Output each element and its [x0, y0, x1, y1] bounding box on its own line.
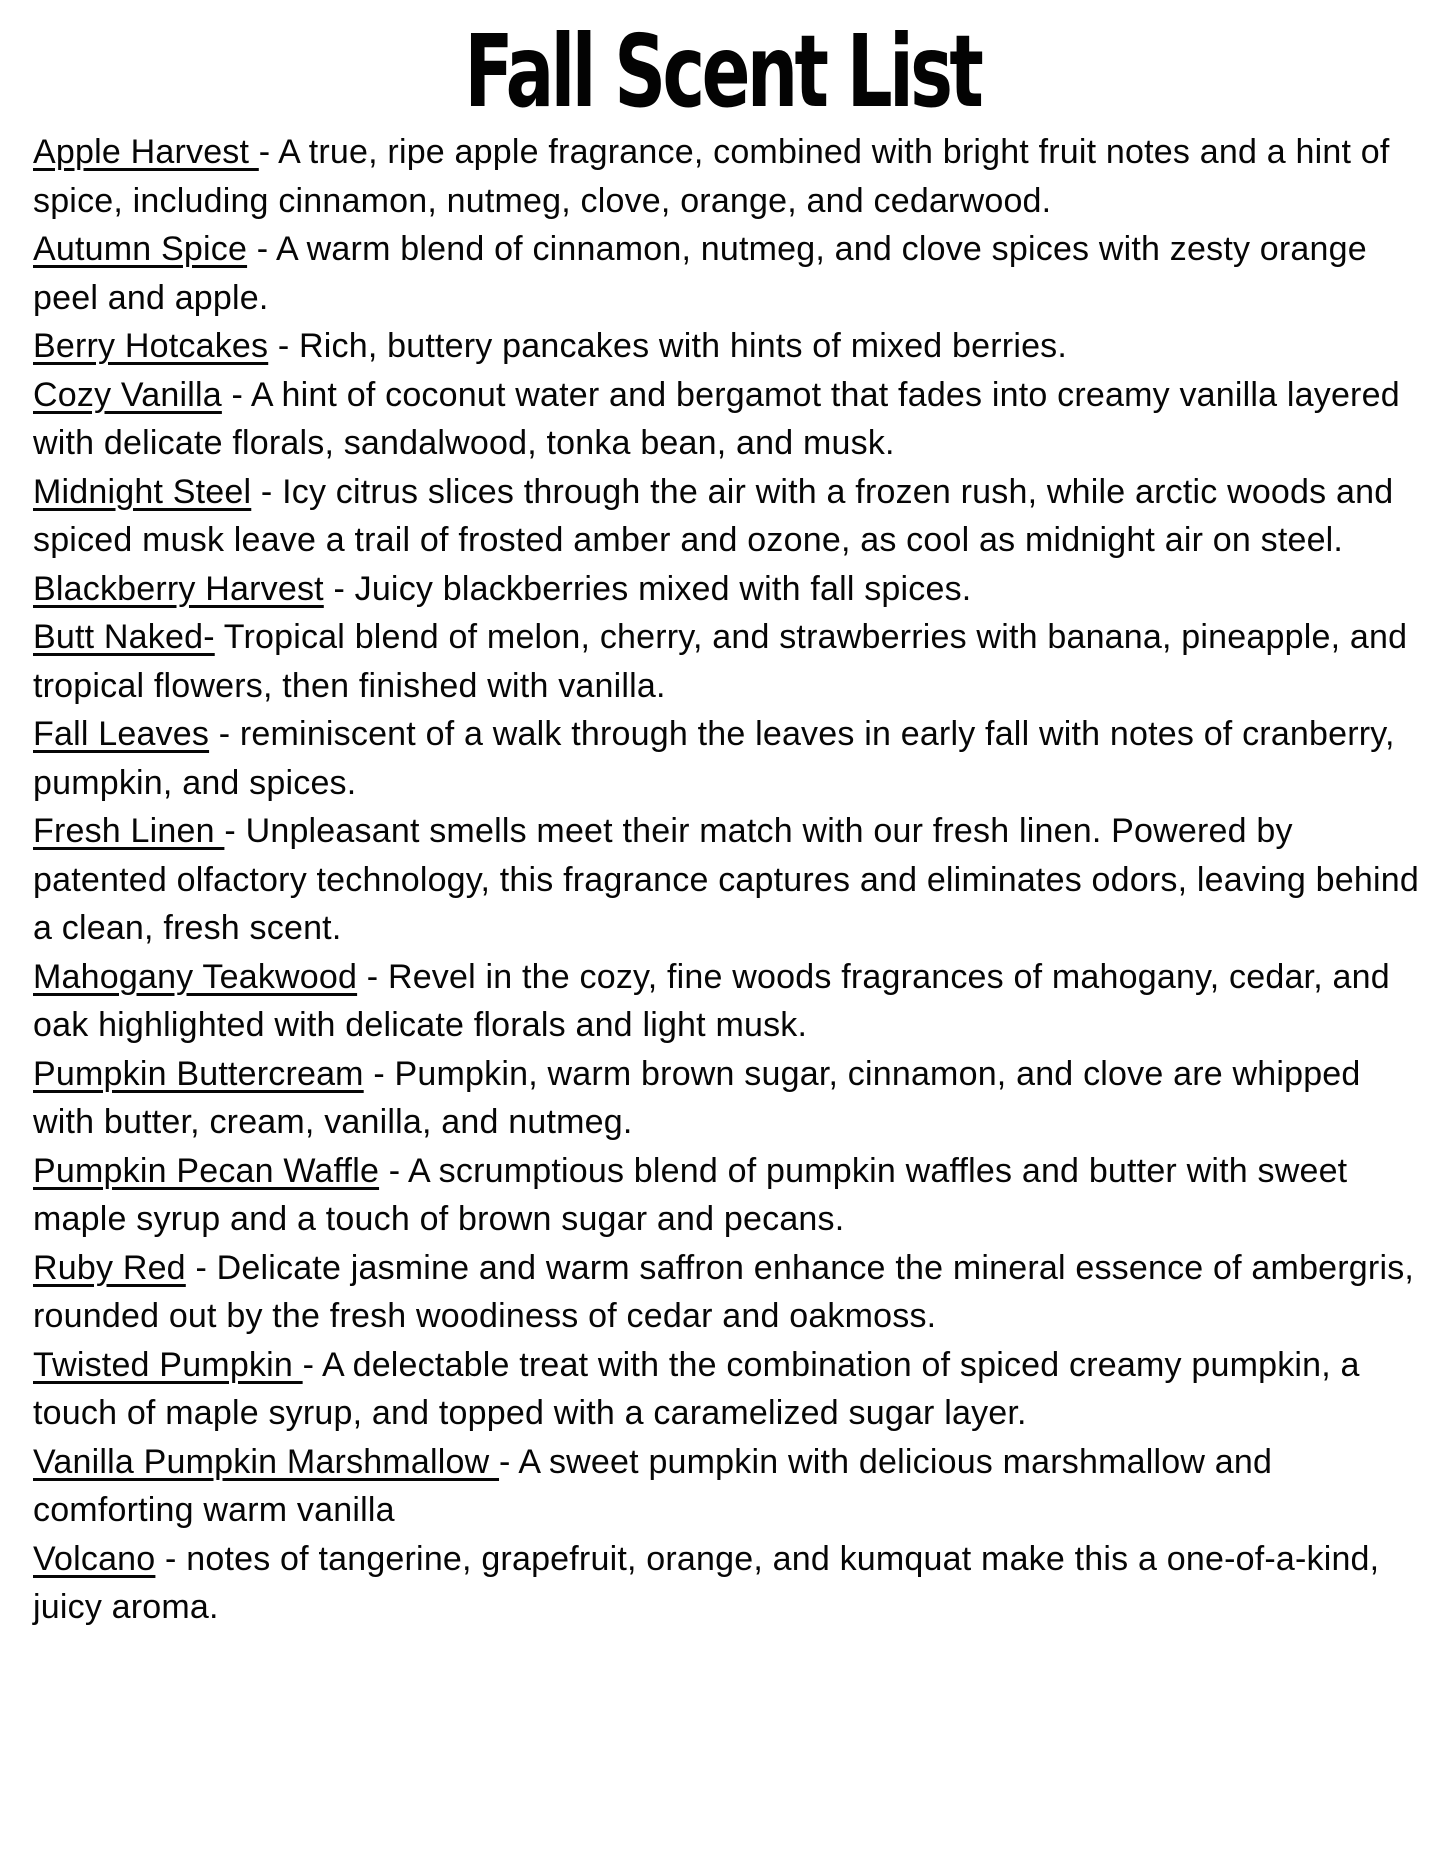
scent-name: Vanilla Pumpkin Marshmallow	[33, 1442, 500, 1481]
scent-description: A hint of coconut water and bergamot that fades into creamy vanilla layered with delicate florals, sandalwood, tonka bean, and musk.	[33, 375, 1400, 462]
page-title-text: Fall Scent List	[464, 13, 981, 130]
scent-description: A scrumptious blend of pumpkin waffles and butter with sweet maple syrup and a touch of brown sugar and pecans.	[33, 1151, 1348, 1238]
scent-separator: -	[499, 1442, 519, 1481]
scent-description: Juicy blackberries mixed with fall spices.	[354, 569, 972, 608]
scent-description: reminiscent of a walk through the leaves in early fall with notes of cranberry, pumpkin, and spices.	[33, 715, 1395, 802]
scent-name: Mahogany Teakwood	[33, 957, 358, 996]
scent-entry-ruby-red	[33, 1244, 1419, 1341]
scent-separator: -	[379, 1151, 409, 1190]
scent-separator: -	[247, 230, 277, 268]
scent-name: Berry Hotcakes	[33, 327, 269, 365]
scent-description: Revel in the cozy, fine woods fragrances of mahogany, cedar, and oak highlighted with delicate florals and light musk.	[33, 957, 1390, 1044]
scent-name: Ruby Red	[33, 1248, 186, 1287]
scent-name: Fall Leaves	[33, 715, 210, 753]
scent-entry-pumpkin-buttercream	[33, 1050, 1419, 1147]
scent-entry-berry-hotcakes	[33, 322, 1419, 371]
scent-name: Pumpkin Pecan Waffle	[33, 1151, 380, 1190]
scent-separator: -	[224, 812, 246, 850]
scent-name: Butt Naked-	[33, 618, 215, 656]
scent-separator: -	[251, 472, 283, 511]
scent-description: Delicate jasmine and warm saffron enhance the mineral essence of ambergris, rounded out by the fresh woodiness of cedar and oakmoss.	[33, 1248, 1415, 1335]
scent-entry-autumn-spice	[33, 225, 1419, 322]
scent-description: A true, ripe apple fragrance, combined with bright fruit notes and a hint of spice, including cinnamon, nutmeg, clove, orange, and cedarwood.	[33, 133, 1390, 220]
scent-separator: -	[363, 1054, 395, 1093]
scent-entry-volcano	[33, 1535, 1419, 1632]
scent-name: Cozy Vanilla	[33, 375, 222, 414]
scent-description: A sweet pumpkin with delicious marshmallow and comforting warm vanilla	[33, 1442, 1273, 1529]
scent-entry-mahogany-teakwood	[33, 953, 1419, 1050]
scent-separator: -	[323, 569, 355, 608]
scent-name: Twisted Pumpkin	[33, 1345, 303, 1384]
scent-description: Tropical blend of melon, cherry, and strawberries with banana, pineapple, and tropical flowers, then finished with vanilla.	[33, 618, 1408, 705]
scent-list	[0, 122, 1445, 1632]
scent-description: Pumpkin, warm brown sugar, cinnamon, and clove are whipped with butter, cream, vanilla, and nutmeg.	[33, 1054, 1361, 1141]
scent-name: Apple Harvest	[33, 133, 259, 171]
scent-description: Unpleasant smells meet their match with our fresh linen. Powered by patented olfactory technology, this fragrance captures and eliminates odors, leaving behind a clean, fresh scent.	[33, 812, 1419, 947]
scent-entry-vanilla-pumpkin-marshmallow	[33, 1438, 1419, 1535]
scent-separator: -	[268, 327, 300, 365]
scent-entry-butt-naked	[33, 613, 1419, 710]
scent-entry-pumpkin-pecan-waffle	[33, 1147, 1419, 1244]
scent-name: Fresh Linen	[33, 812, 225, 850]
scent-separator: -	[185, 1248, 217, 1287]
scent-separator: -	[155, 1539, 187, 1578]
scent-name: Midnight Steel	[33, 472, 252, 511]
scent-entry-apple-harvest	[33, 128, 1419, 225]
scent-name: Pumpkin Buttercream	[33, 1054, 364, 1093]
scent-name: Autumn Spice	[33, 230, 248, 268]
scent-description: Icy citrus slices through the air with a frozen rush, while arctic woods and spiced musk leave a trail of frosted amber and ozone, as cool as midnight air on steel.	[33, 472, 1394, 559]
scent-entry-twisted-pumpkin	[33, 1341, 1419, 1438]
scent-separator: -	[302, 1345, 322, 1384]
scent-separator: -	[258, 133, 279, 171]
scent-entry-blackberry-harvest	[33, 565, 1419, 614]
scent-description: A delectable treat with the combination of spiced creamy pumpkin, a touch of maple syrup, and topped with a caramelized sugar layer.	[33, 1345, 1360, 1432]
scent-entry-midnight-steel	[33, 468, 1419, 565]
scent-separator: -	[357, 957, 388, 996]
scent-description: notes of tangerine, grapefruit, orange, and kumquat make this a one-of-a-kind, juicy aroma.	[33, 1539, 1380, 1626]
scent-separator	[215, 618, 224, 656]
scent-separator: -	[209, 715, 240, 753]
scent-entry-fresh-linen	[33, 807, 1419, 953]
scent-entry-fall-leaves	[33, 710, 1419, 807]
page-title	[0, 0, 1445, 130]
scent-description: A warm blend of cinnamon, nutmeg, and clove spices with zesty orange peel and apple.	[33, 230, 1367, 317]
scent-name: Blackberry Harvest	[33, 569, 324, 608]
scent-separator: -	[221, 375, 251, 414]
scent-entry-cozy-vanilla	[33, 371, 1419, 468]
scent-name: Volcano	[33, 1539, 156, 1578]
scent-description: Rich, buttery pancakes with hints of mixed berries.	[299, 327, 1068, 365]
